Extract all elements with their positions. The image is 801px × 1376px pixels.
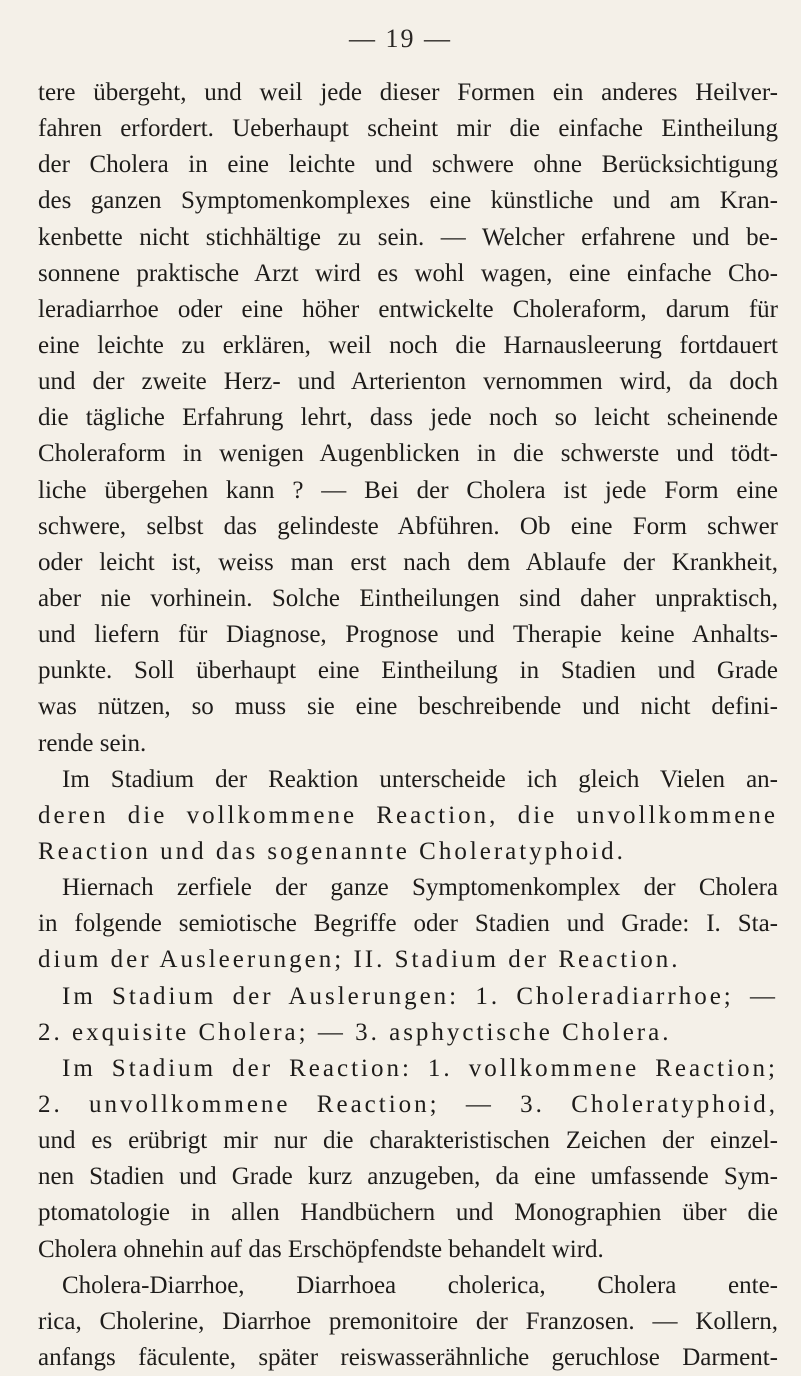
text-line: fahren erfordert. Ueberhaupt scheint mir die einfache Eintheilung <box>38 115 778 143</box>
text-line: in folgende semiotische Begriffe oder Stadien und Grade: I. Sta- <box>38 910 778 938</box>
text-line: der Cholera in eine leichte und schwere ohne Berücksichtigung <box>38 151 778 179</box>
text-line: aber nie vorhinein. Solche Eintheilungen sind daher unpraktisch, <box>38 584 778 612</box>
text-line: und es erübrigt mir nur die charakteristischen Zeichen der einzel- <box>38 1127 778 1155</box>
text-line: was nützen, so muss sie eine beschreibende und nicht defini- <box>38 693 778 721</box>
text-line: anfangs fäculente, später reiswasserähnliche geruchlose Darment- <box>38 1343 778 1371</box>
text-line: und der zweite Herz- und Arterienton vernommen wird, da doch <box>38 368 778 396</box>
page-number: — 19 — <box>349 24 452 53</box>
text-line: schwere, selbst das gelindeste Abführen. Ob eine Form schwer <box>38 512 778 540</box>
text-line: Im Stadium der Auslerungen: 1. Choleradiarrhoe; — <box>62 982 778 1010</box>
text-line: Cholera-Diarrhoe, Diarrhoea cholerica, Cholera ente- <box>62 1271 778 1299</box>
text-line: kenbette nicht stichhältige zu sein. — Welcher erfahrene und be- <box>38 223 778 251</box>
text-line: und liefern für Diagnose, Prognose und Therapie keine Anhalts- <box>38 621 778 649</box>
text-line: Hiernach zerfiele der ganze Symptomenkomplex der Cholera <box>62 874 778 902</box>
text-line: dium der Ausleerungen; II. Stadium der Reaction. <box>38 946 681 974</box>
text-line: rica, Cholerine, Diarrhoe premonitoire der Franzosen. — Kollern, <box>38 1307 778 1335</box>
text-line: nen Stadien und Grade kurz anzugeben, da eine umfassende Sym- <box>38 1163 778 1191</box>
text-line: 2. unvollkommene Reaction; — 3. Choleratyphoid, <box>38 1090 778 1118</box>
text-line: 2. exquisite Cholera; — 3. asphyctische Cholera. <box>38 1018 672 1046</box>
text-line: des ganzen Symptomenkomplexes eine künstliche und am Kran- <box>38 187 778 215</box>
text-line: sonnene praktische Arzt wird es wohl wagen, eine einfache Cho- <box>38 259 778 287</box>
text-line: Im Stadium der Reaction: 1. vollkommene Reaction; <box>62 1054 778 1082</box>
text-line: Reaction und das sogenannte Choleratyphoid. <box>38 837 626 865</box>
text-line: Choleraform in wenigen Augenblicken in die schwerste und tödt- <box>38 440 778 468</box>
text-line: eine leichte zu erklären, weil noch die Harnausleerung fortdauert <box>38 331 778 359</box>
text-line: punkte. Soll überhaupt eine Eintheilung in Stadien und Grade <box>38 657 778 685</box>
text-line: leradiarrhoe oder eine höher entwickelte Choleraform, darum für <box>38 295 778 323</box>
text-line: liche übergehen kann ? — Bei der Cholera ist jede Form eine <box>38 476 778 504</box>
text-line: rende sein. <box>38 729 147 757</box>
body-text <box>38 75 778 1376</box>
text-line: ptomatologie in allen Handbüchern und Monographien über die <box>38 1199 778 1227</box>
text-line: die tägliche Erfahrung lehrt, dass jede noch so leicht scheinende <box>38 404 778 432</box>
text-line: oder leicht ist, weiss man erst nach dem Ablaufe der Krankheit, <box>38 548 778 576</box>
text-line: tere übergeht, und weil jede dieser Formen ein anderes Heilver- <box>38 79 778 106</box>
text-line: Im Stadium der Reaktion unterscheide ich gleich Vielen an- <box>62 765 778 793</box>
text-line: Cholera ohnehin auf das Erschöpfendste behandelt wird. <box>38 1235 604 1263</box>
text-line: deren die vollkommene Reaction, die unvollkommene <box>38 801 778 829</box>
